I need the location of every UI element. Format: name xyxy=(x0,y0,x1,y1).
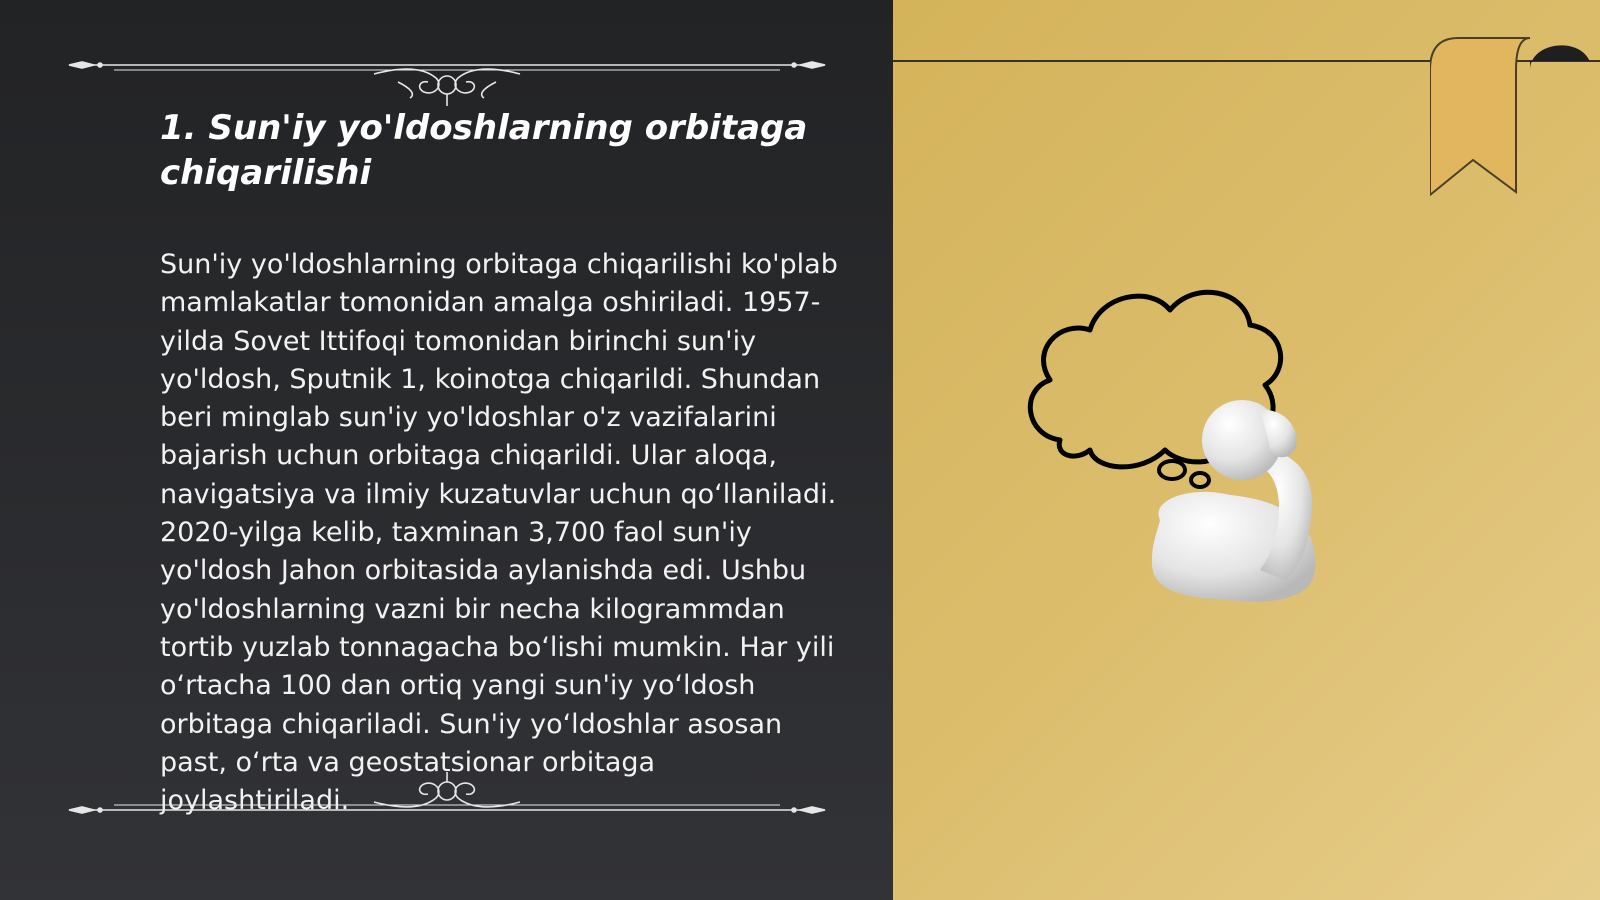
bookmark-ribbon-icon xyxy=(1430,30,1600,205)
bottom-flourish-divider-icon xyxy=(64,772,830,832)
thinking-person-thought-bubble-icon xyxy=(1020,270,1350,620)
slide-title: 1. Sun'iy yo'ldoshlarning orbitaga chiqarilishi xyxy=(160,108,808,193)
top-flourish-divider-icon xyxy=(64,54,830,114)
slide-body-text: Sun'iy yo'ldoshlarning orbitaga chiqarilishi ko'plab mamlakatlar tomonidan amalga oshiriladi. 1957-yilda Sovet Ittifoqi tomonidan birinchi sun'iy yo'ldosh, Sputnik 1, koinotga chiqarildi. Shundan beri minglab sun'iy yo'ldoshlar o'z vazifalarini bajarish uchun orbitaga chiqarildi. Ular aloqa, navigatsiya va ilmiy kuzatuvlar uchun qo‘llaniladi. 2020-yilga kelib, taxminan 3,700 faol sun'iy yo'ldosh Jahon orbitasida aylanishda edi. Ushbu yo'ldoshlarning vazni bir necha kilogrammdan tortib yuzlab tonnagacha bo‘lishi mumkin. Har yili o‘rtacha 100 dan ortiq yangi sun'iy yo‘ldosh orbitaga chiqariladi. Sun'iy yo‘ldoshlar asosan past, o‘rta va geostatsionar orbitaga joylashtiriladi. xyxy=(160,249,838,817)
